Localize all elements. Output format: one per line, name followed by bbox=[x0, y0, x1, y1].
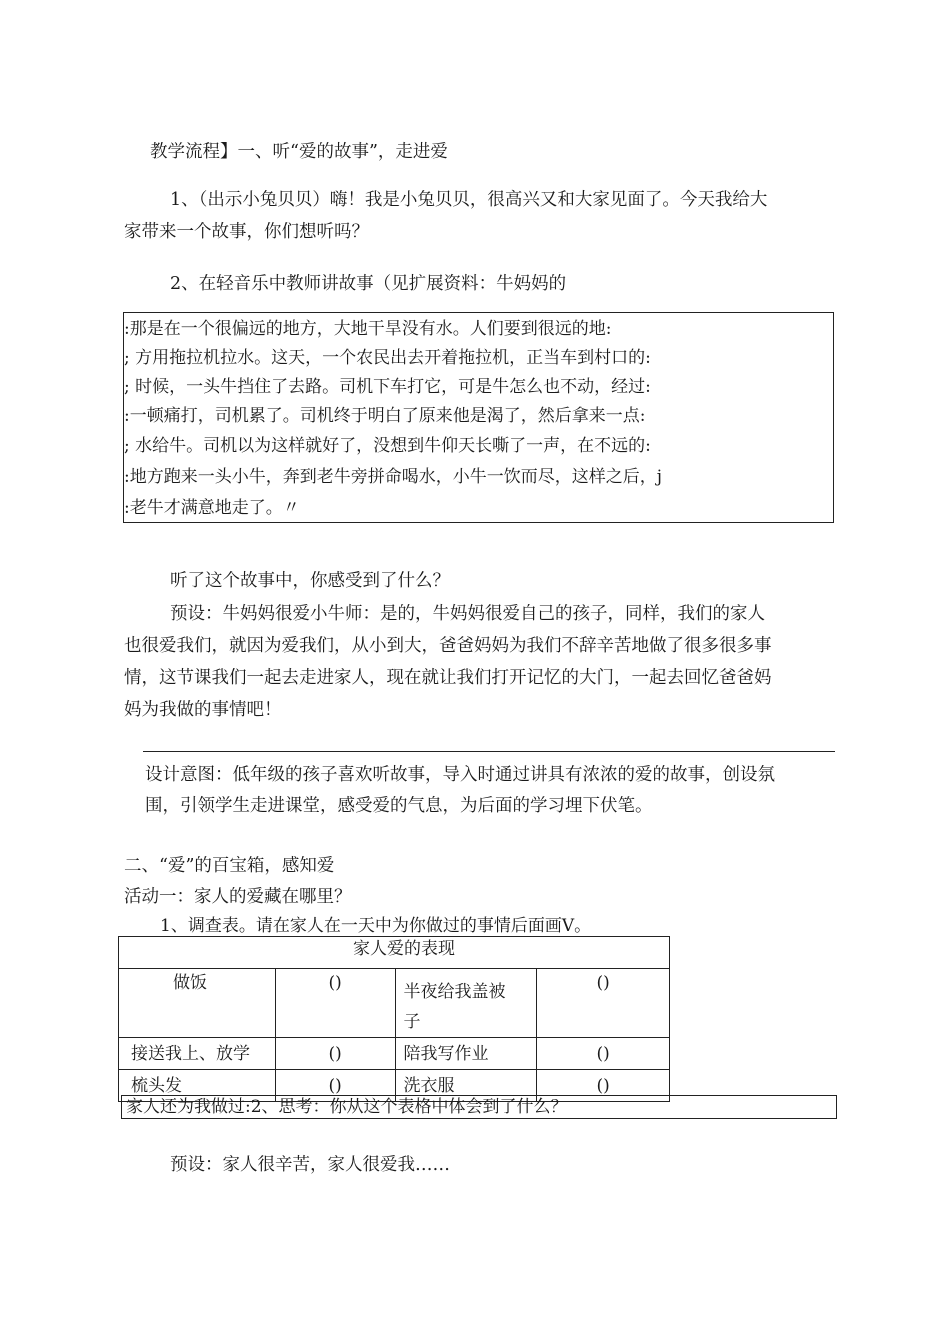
section-heading: 教学流程】一、听“爱的故事”，走进爱 bbox=[150, 142, 448, 162]
story-box bbox=[123, 312, 834, 523]
bottom-row: 家人还为我做过:2、思考：你从这个表格中体会到了什么？ bbox=[121, 1095, 837, 1119]
story-line: ; 水给牛。司机以为这样就好了，没想到牛仰天长嘶了一声，在不远的: bbox=[124, 436, 651, 456]
preset-line: 情，这节课我们一起去走进家人，现在就让我们打开记忆的大门，一起去回忆爸爸妈 bbox=[124, 668, 772, 688]
preset-line: 预设：牛妈妈很爱小牛师：是的，牛妈妈很爱自己的孩子，同样，我们的家人 bbox=[170, 604, 765, 624]
table-cell: () bbox=[537, 1038, 670, 1070]
paragraph-line: 家带来一个故事，你们想听吗？ bbox=[124, 222, 369, 242]
story-line: :老牛才满意地走了。〃 bbox=[124, 498, 300, 518]
table-cell-line: 半夜给我盖被 bbox=[403, 982, 506, 1002]
table-cell: 做饭 bbox=[119, 969, 276, 1038]
table-cell: () bbox=[275, 1038, 395, 1070]
table-cell: 梳头发 bbox=[119, 1070, 276, 1102]
final-preset: 预设：家人很辛苦，家人很爱我…… bbox=[170, 1155, 450, 1175]
story-line: :地方跑来一头小牛，奔到老牛旁拼命喝水，小牛一饮而尽，这样之后，j bbox=[124, 467, 662, 487]
table-cell: 接送我上、放学 bbox=[119, 1038, 276, 1070]
table-cell: () bbox=[537, 969, 670, 1038]
design-intent-line: 围，引领学生走进课堂，感受爱的气息，为后面的学习埋下伏笔。 bbox=[145, 796, 653, 816]
table-cell: () bbox=[275, 1070, 395, 1102]
table-cell: 洗衣服 bbox=[395, 1070, 537, 1102]
design-intent-line: 设计意图：低年级的孩子喜欢听故事，导入时通过讲具有浓浓的爱的故事，创设氛 bbox=[145, 765, 775, 785]
table-cell: () bbox=[275, 969, 395, 1038]
activity-title: 活动一：家人的爱藏在哪里？ bbox=[124, 887, 352, 907]
preset-line: 妈为我做的事情吧！ bbox=[124, 700, 282, 720]
table-cell: () bbox=[537, 1070, 670, 1102]
survey-intro: 1、调查表。请在家人在一天中为你做过的事情后面画V。 bbox=[160, 916, 592, 936]
table-header: 家人爱的表现 bbox=[119, 937, 670, 969]
table-cell: 陪我写作业 bbox=[395, 1038, 537, 1070]
section-heading: 二、“爱”的百宝箱，感知爱 bbox=[124, 856, 335, 876]
story-line: ; 方用拖拉机拉水。这天，一个农民出去开着拖拉机，正当车到村口的: bbox=[124, 348, 651, 368]
divider-line bbox=[143, 751, 835, 752]
question-text: 听了这个故事中，你感受到了什么？ bbox=[170, 571, 450, 591]
table-cell-line: 子 bbox=[403, 1012, 421, 1032]
story-line: :一顿痛打，司机累了。司机终于明白了原来他是渴了，然后拿来一点: bbox=[124, 406, 646, 426]
paragraph-line: 1、（出示小兔贝贝）嗨！我是小兔贝贝，很高兴又和大家见面了。今天我给大 bbox=[170, 190, 768, 210]
story-line: :那是在一个很偏远的地方，大地干旱没有水。人们要到很远的地: bbox=[124, 319, 612, 339]
table-cell bbox=[395, 969, 537, 1038]
preset-line: 也很爱我们，就因为爱我们，从小到大，爸爸妈妈为我们不辞辛苦地做了很多很多事 bbox=[124, 636, 772, 656]
story-line: ; 时候，一头牛挡住了去路。司机下车打它，可是牛怎么也不动，经过: bbox=[124, 377, 651, 397]
survey-table bbox=[118, 936, 670, 1102]
paragraph-line: 2、在轻音乐中教师讲故事（见扩展资料：牛妈妈的 bbox=[170, 274, 567, 294]
